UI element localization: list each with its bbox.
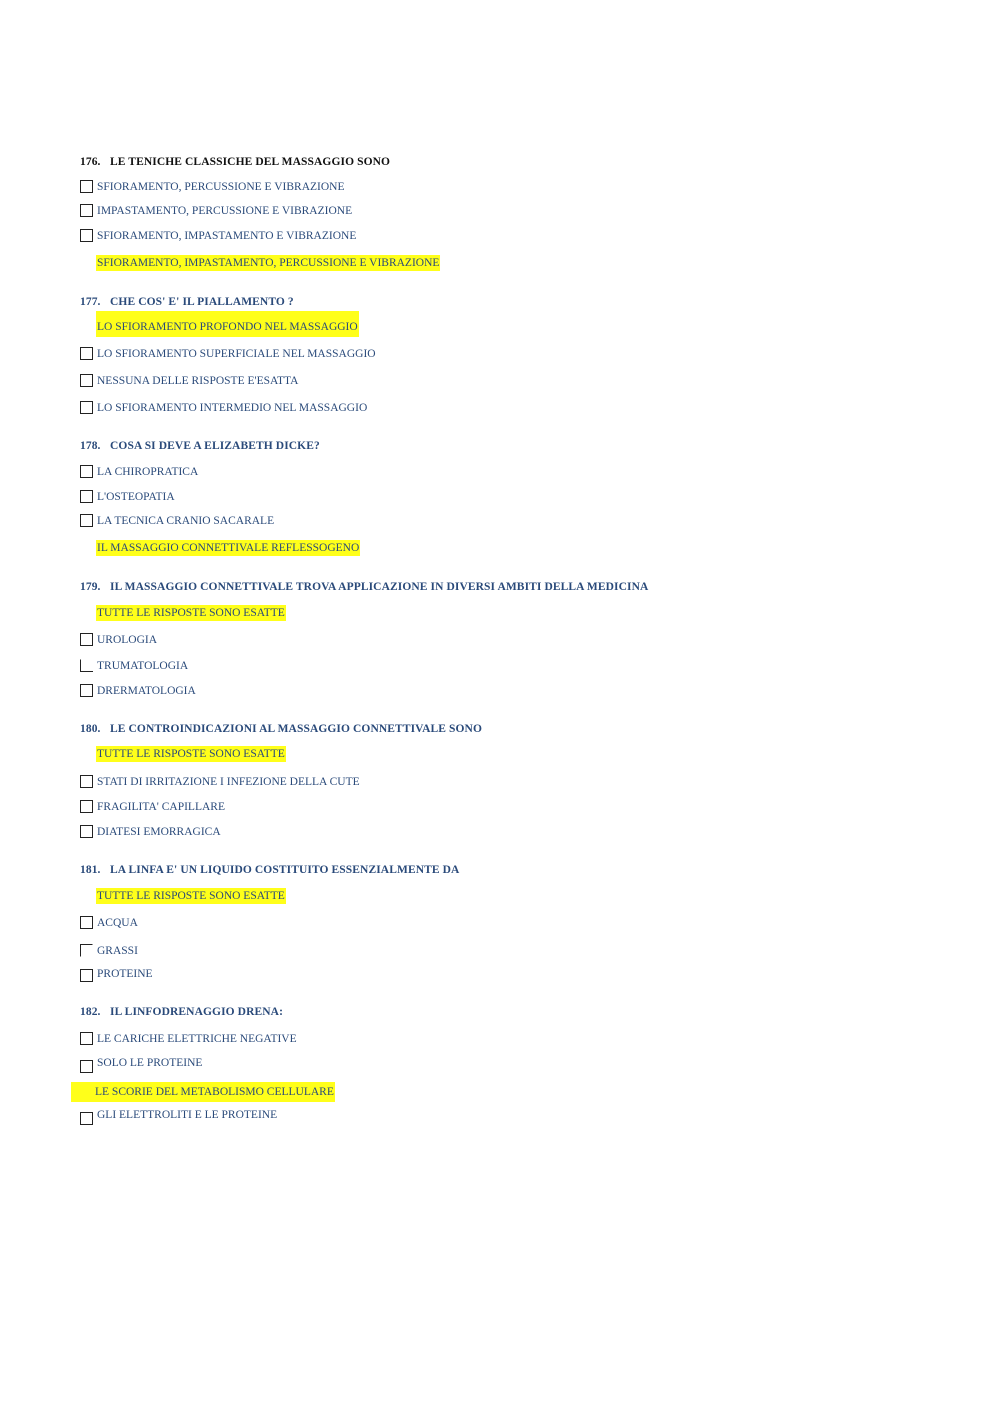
question-text: LE CONTROINDICAZIONI AL MASSAGGIO CONNETTIVALE SONO bbox=[110, 723, 483, 735]
question-title bbox=[80, 296, 294, 308]
question-text: COSA SI DEVE A ELIZABETH DICKE? bbox=[110, 440, 320, 452]
question-text: IL LINFODRENAGGIO DRENA: bbox=[110, 1006, 284, 1018]
option-label: GLI ELETTROLITI E LE PROTEINE bbox=[97, 1109, 278, 1121]
correct-answer-highlight bbox=[96, 540, 360, 556]
question-title bbox=[80, 440, 320, 452]
option-label: FRAGILITA' CAPILLARE bbox=[97, 801, 225, 813]
option-label: PROTEINE bbox=[97, 968, 153, 980]
question-title bbox=[80, 723, 482, 735]
checkbox[interactable] bbox=[80, 490, 93, 503]
checkbox[interactable] bbox=[80, 633, 93, 646]
option-label: UROLOGIA bbox=[97, 634, 158, 646]
option-label: SFIORAMENTO, IMPASTAMENTO E VIBRAZIONE bbox=[97, 230, 357, 242]
option-label: LO SFIORAMENTO INTERMEDIO NEL MASSAGGIO bbox=[97, 402, 368, 414]
question-number: 179. bbox=[80, 581, 101, 593]
correct-answer-text: TUTTE LE RISPOSTE SONO ESATTE bbox=[97, 748, 285, 760]
checkbox[interactable] bbox=[80, 800, 93, 813]
question-number: 176. bbox=[80, 156, 101, 168]
checkbox[interactable] bbox=[80, 401, 93, 414]
checkbox[interactable] bbox=[80, 229, 93, 242]
correct-answer-highlight bbox=[96, 605, 286, 621]
checkbox[interactable] bbox=[80, 944, 93, 957]
option-label: NESSUNA DELLE RISPOSTE E'ESATTA bbox=[97, 375, 299, 387]
option-label: IMPASTAMENTO, PERCUSSIONE E VIBRAZIONE bbox=[97, 205, 353, 217]
question-title bbox=[80, 864, 459, 876]
correct-answer-text: TUTTE LE RISPOSTE SONO ESATTE bbox=[97, 890, 285, 902]
question-text: IL MASSAGGIO CONNETTIVALE TROVA APPLICAZIONE IN DIVERSI AMBITI DELLA MEDICINA bbox=[110, 581, 649, 593]
correct-answer-highlight bbox=[96, 311, 359, 337]
checkbox[interactable] bbox=[80, 969, 93, 982]
checkbox[interactable] bbox=[80, 374, 93, 387]
question-number: 182. bbox=[80, 1006, 101, 1018]
question-title bbox=[80, 156, 390, 168]
checkbox[interactable] bbox=[80, 204, 93, 217]
option-label: ACQUA bbox=[97, 917, 138, 929]
checkbox[interactable] bbox=[80, 514, 93, 527]
option-label: DRERMATOLOGIA bbox=[97, 685, 196, 697]
question-number: 181. bbox=[80, 864, 101, 876]
option-label: SFIORAMENTO, PERCUSSIONE E VIBRAZIONE bbox=[97, 181, 345, 193]
option-label: LA CHIROPRATICA bbox=[97, 466, 199, 478]
option-label: STATI DI IRRITAZIONE I INFEZIONE DELLA CUTE bbox=[97, 776, 360, 788]
checkbox[interactable] bbox=[80, 1060, 93, 1073]
question-text: LA LINFA E' UN LIQUIDO COSTITUITO ESSENZIALMENTE DA bbox=[110, 864, 460, 876]
question-title bbox=[80, 581, 648, 593]
option-label: LO SFIORAMENTO SUPERFICIALE NEL MASSAGGIO bbox=[97, 348, 376, 360]
option-label: SOLO LE PROTEINE bbox=[97, 1057, 203, 1069]
correct-answer-highlight bbox=[96, 888, 286, 904]
correct-answer-text: LO SFIORAMENTO PROFONDO NEL MASSAGGIO bbox=[97, 321, 358, 333]
question-number: 177. bbox=[80, 296, 101, 308]
checkbox[interactable] bbox=[80, 775, 93, 788]
checkbox[interactable] bbox=[80, 1032, 93, 1045]
question-number: 180. bbox=[80, 723, 101, 735]
question-text: CHE COS' E' IL PIALLAMENTO ? bbox=[110, 296, 294, 308]
question-number: 178. bbox=[80, 440, 101, 452]
question-text: LE TENICHE CLASSICHE DEL MASSAGGIO SONO bbox=[110, 156, 391, 168]
checkbox[interactable] bbox=[80, 180, 93, 193]
option-label: TRUMATOLOGIA bbox=[97, 660, 189, 672]
checkbox[interactable] bbox=[80, 1112, 93, 1125]
correct-answer-text: LE SCORIE DEL METABOLISMO CELLULARE bbox=[95, 1086, 334, 1098]
checkbox[interactable] bbox=[80, 465, 93, 478]
correct-answer-highlight bbox=[96, 746, 286, 762]
option-label: GRASSI bbox=[97, 945, 138, 957]
checkbox[interactable] bbox=[80, 825, 93, 838]
correct-answer-highlight bbox=[71, 1082, 335, 1102]
correct-answer-highlight bbox=[96, 255, 440, 271]
correct-answer-text: TUTTE LE RISPOSTE SONO ESATTE bbox=[97, 607, 285, 619]
checkbox[interactable] bbox=[80, 684, 93, 697]
checkbox[interactable] bbox=[80, 347, 93, 360]
checkbox[interactable] bbox=[80, 659, 93, 672]
correct-answer-text: SFIORAMENTO, IMPASTAMENTO, PERCUSSIONE E VIBRAZIONE bbox=[97, 257, 440, 269]
option-label: L'OSTEOPATIA bbox=[97, 491, 175, 503]
option-label: LE CARICHE ELETTRICHE NEGATIVE bbox=[97, 1033, 297, 1045]
option-label: LA TECNICA CRANIO SACARALE bbox=[97, 515, 275, 527]
question-title bbox=[80, 1006, 283, 1018]
correct-answer-text: IL MASSAGGIO CONNETTIVALE REFLESSOGENO bbox=[97, 542, 360, 554]
option-label: DIATESI EMORRAGICA bbox=[97, 826, 221, 838]
checkbox[interactable] bbox=[80, 916, 93, 929]
